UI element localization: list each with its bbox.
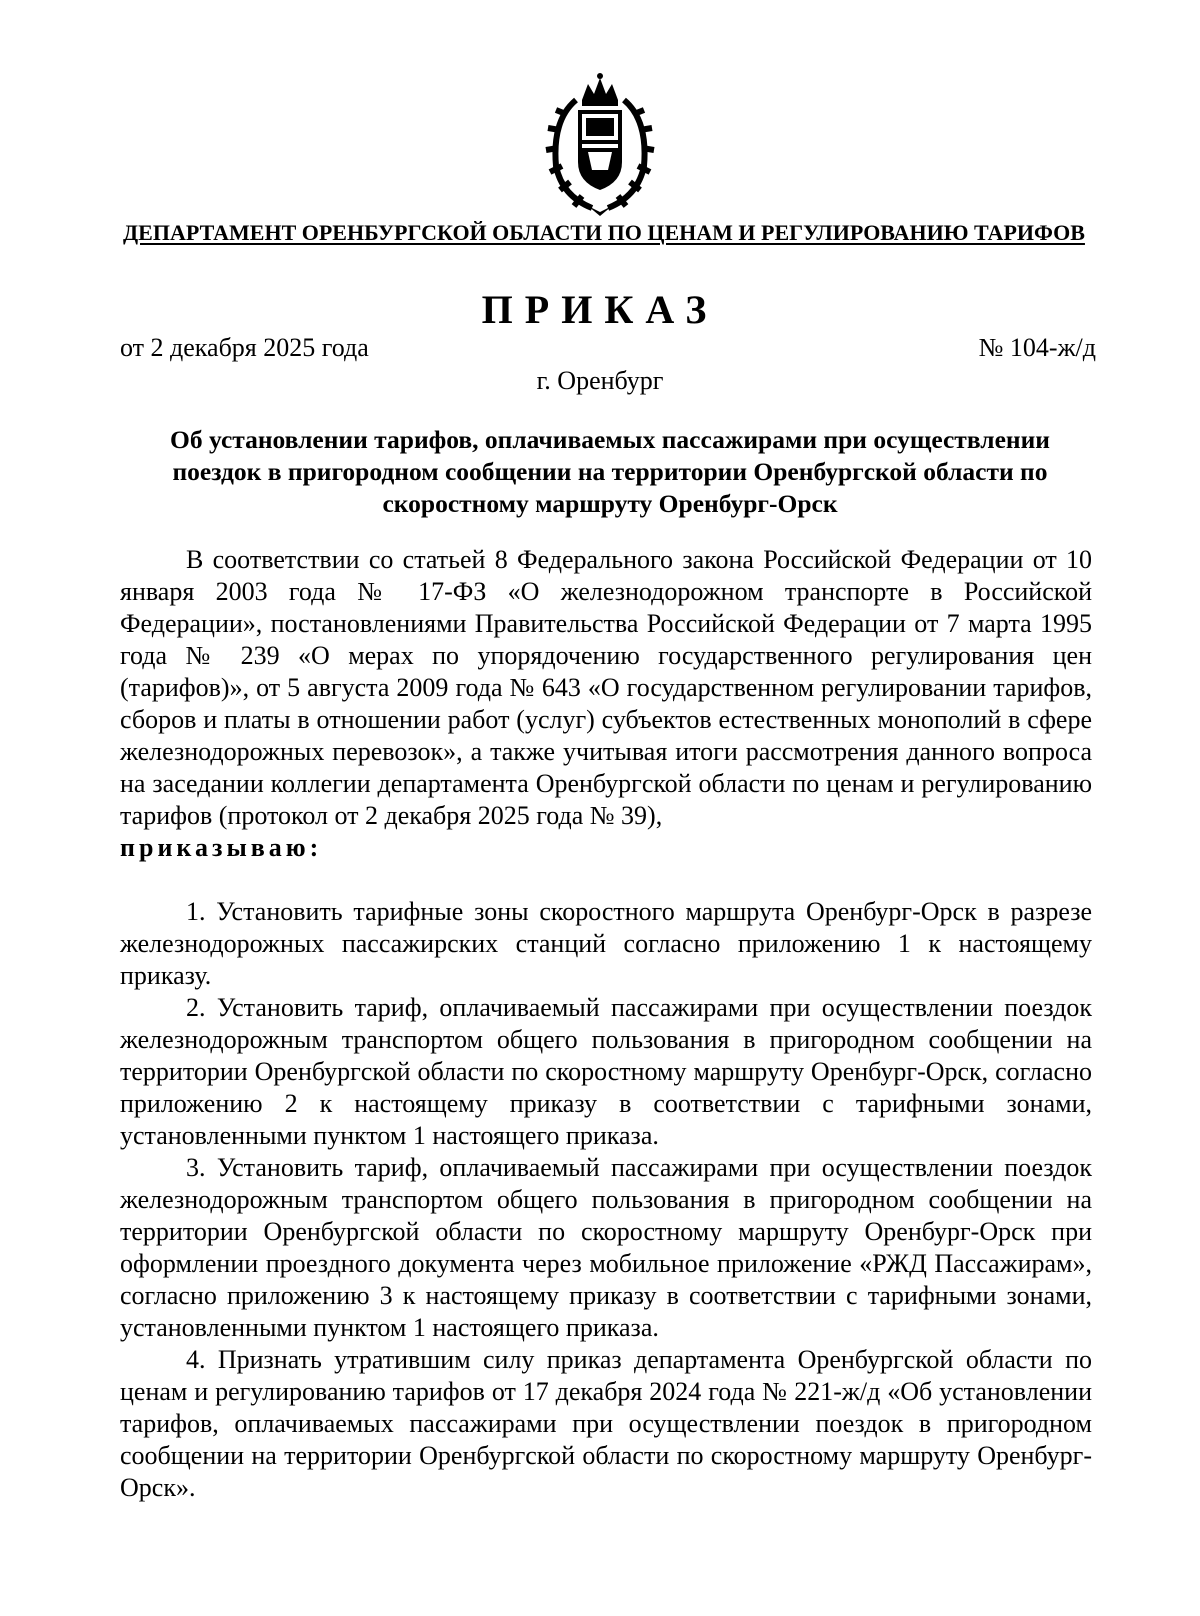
order-number: № 104-ж/д bbox=[978, 333, 1096, 362]
order-title: ПРИКАЗ bbox=[481, 287, 719, 332]
preamble-text: В соответствии со статьей 8 Федерального закона Российской Федерации от 10 января 2003 года № 17-ФЗ «О железнодорожном транспорте в Российской Федерации», постановлениями Правительства Российской Федерации от 7 марта 1995 года № 239 «О мерах по упорядочению государственного регулирования цен (тарифов)», от 5 августа 2009 года № 643 «О государственном регулировании тарифов, сборов и платы в отношении работ (услуг) субъектов естественных монополий в сфере железнодорожных перевозок», а также учитывая итоги рассмотрения данного вопроса на заседании коллегии департамента Оренбургской области по ценам и регулированию тарифов (протокол от 2 декабря 2025 года № 39), bbox=[120, 545, 1092, 830]
spacer bbox=[120, 864, 1092, 896]
command-word: приказываю: bbox=[120, 833, 323, 862]
order-item-2: 2. Установить тариф, оплачиваемый пассажирами при осуществлении поездок железнодорожным транспортом общего пользования в пригородном сообщении на территории Оренбургской области по скоростному маршруту Оренбург-Орск, согласно приложению 2 к настоящему приказу в соответствии с тарифными зонами, установленными пунктом 1 настоящего приказа. bbox=[120, 993, 1092, 1150]
order-city: г. Оренбург bbox=[536, 366, 664, 395]
order-body bbox=[120, 544, 1092, 1504]
department-name: ДЕПАРТАМЕНТ ОРЕНБУРГСКОЙ ОБЛАСТИ ПО ЦЕНАМ И РЕГУЛИРОВАНИЮ ТАРИФОВ bbox=[123, 220, 1085, 245]
coat-of-arms-icon bbox=[538, 70, 662, 220]
order-date: от 2 декабря 2025 года bbox=[120, 333, 369, 362]
order-item-1: 1. Установить тарифные зоны скоростного маршрута Оренбург-Орск в разрезе железнодорожных пассажирских станций согласно приложению 1 к настоящему приказу. bbox=[120, 897, 1092, 990]
order-subject: Об установлении тарифов, оплачиваемых пассажирами при осуществлении поездок в пригородном сообщении на территории Оренбургской области по скоростному маршруту Оренбург-Орск bbox=[170, 425, 1050, 518]
preamble-paragraph bbox=[120, 544, 1092, 832]
order-item-4: 4. Признать утратившим силу приказ департамента Оренбургской области по ценам и регулированию тарифов от 17 декабря 2024 года № 221-ж/д «Об установлении тарифов, оплачиваемых пассажирами при осуществлении поездок в пригородном сообщении на территории Оренбургской области по скоростному маршруту Оренбург-Орск». bbox=[120, 1345, 1092, 1502]
order-item-3: 3. Установить тариф, оплачиваемый пассажирами при осуществлении поездок железнодорожным транспортом общего пользования в пригородном сообщении на территории Оренбургской области по скоростному маршруту Оренбург-Орск при оформлении проездного документа через мобильное приложение «РЖД Пассажирам», согласно приложению 3 к настоящему приказу в соответствии с тарифными зонами, установленными пунктом 1 настоящего приказа. bbox=[120, 1153, 1092, 1342]
